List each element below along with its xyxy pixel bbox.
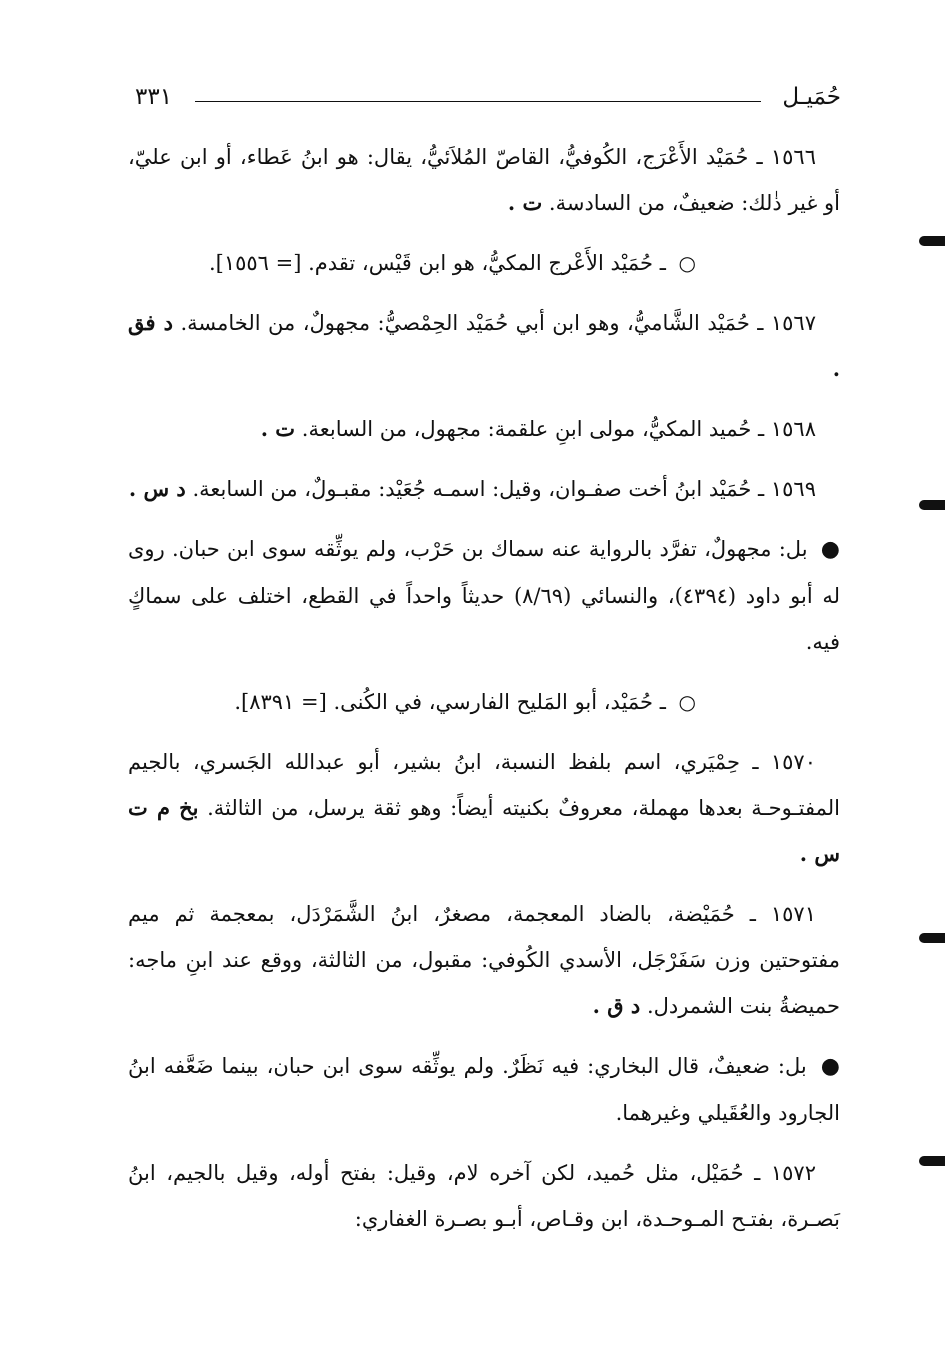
entry-codes: د فق . [128,310,840,381]
editor-note [128,1043,840,1136]
cross-reference [128,679,840,725]
entry-1571 [128,891,840,1029]
entry-text: ١٥٧٠ ـ حِمْيَري، اسم بلفظ النسبة، ابنُ بشير، أبو عبدالله الجَسري، بالجيم المفتـوحـة بعدها مهملة، معروفٌ بكنيته أيضاً: وهو ثقة يرسل، من الثالثة. [128,750,840,820]
entry-text: ١٥٧١ ـ حُمَيْضة، بالضاد المعجمة، مصغرٌ، ابنُ الشَّمَرْدَل، بمعجمة ثم ميم مفتوحتين وزن سَفَرْجَل، الأسدي الكُوفي: مقبول، من الثالثة، ووقع عند ابنِ ماجه: حميضةُ بنت الشمردل. [128,902,840,1018]
scan-mark [919,236,945,246]
hollow-circle-icon: ○ [678,251,696,275]
reference-text: ـ حُمَيْد الأَعْرج المكيُّ، هو ابن قَيْس، تقدم. [= ١٥٥٦]. [208,251,666,275]
page-header [135,80,841,120]
scan-mark [919,933,945,943]
header-rule [195,101,761,102]
entry-1572 [128,1150,840,1242]
entry-codes: د س . [128,476,186,501]
reference-text: ـ حُمَيْد، أبو المَليح الفارسي، في الكُنى. [= ٨٣٩١]. [234,690,666,714]
entry-text: ١٥٦٨ ـ حُميد المكيُّ، مولى ابنِ علقمة: مجهول، من السابعة. [301,417,816,441]
running-head-title: حُمَيـل [782,84,841,110]
note-text: بل: ضعيفٌ، قال البخاري: فيه نَظَرٌ. ولم يوثِّقه سوى ابن حبان، بينما ضَعَّفه ابنُ الجارود والعُقَيلي وغيرهما. [128,1054,840,1125]
page-number: ٣٣١ [135,84,173,110]
entry-text: ١٥٧٢ ـ حُمَيْل، مثل حُميد، لكن آخره لام، وقيل: بفتح أوله، وقيل بالجيم، ابنُ بَصـرة، بفتـح المـوحـدة، ابن وقـاص، أبـو بصـرة الغفاري: [128,1161,840,1231]
entry-1570 [128,739,840,877]
entry-1568 [128,406,840,452]
note-text: بل: مجهولٌ، تفرَّد بالرواية عنه سماك بن حَرْب، ولم يوثِّقه سوى ابن حبان. روى له أبو داود (٤٣٩٤)، والنسائي (٨/٦٩) حديثاً واحداً في القطع، اختلف على سماكٍ فيه. [128,537,840,654]
editor-note [128,526,840,665]
hollow-circle-icon: ○ [678,690,696,714]
entry-text: ١٥٦٦ ـ حُمَيْد الأَعْرَج، الكُوفيُّ، القاصّ المُلاَئيُّ، يقال: هو ابنُ عَطاء، أو ابن عليّ، أو غير ذٰلك: ضعيفٌ، من السادسة. [128,145,840,215]
entry-codes: ت . [507,190,543,215]
entry-1566 [128,134,840,226]
cross-reference [128,240,840,286]
entry-codes: بخ م ت س . [128,795,840,866]
filled-circle-icon: ● [820,537,840,562]
scan-margin-marks [915,0,945,1352]
page-body [128,134,840,1256]
scan-mark [919,1156,945,1166]
scan-mark [919,500,945,510]
entry-codes: ت . [260,416,296,441]
entry-1567 [128,300,840,392]
entry-1569 [128,466,840,512]
entry-text: ١٥٦٧ ـ حُمَيْد الشَّاميُّ، وهو ابن أبي حُمَيْد الحِمْصيُّ: مجهولٌ، من الخامسة. [180,311,816,335]
filled-circle-icon: ● [820,1054,840,1079]
entry-codes: د ق . [592,993,641,1018]
entry-text: ١٥٦٩ ـ حُمَيْد ابنُ أخت صفـوان، وقيل: اسمـه جُعَيْد: مقبـولٌ، من السابعة. [192,477,816,501]
